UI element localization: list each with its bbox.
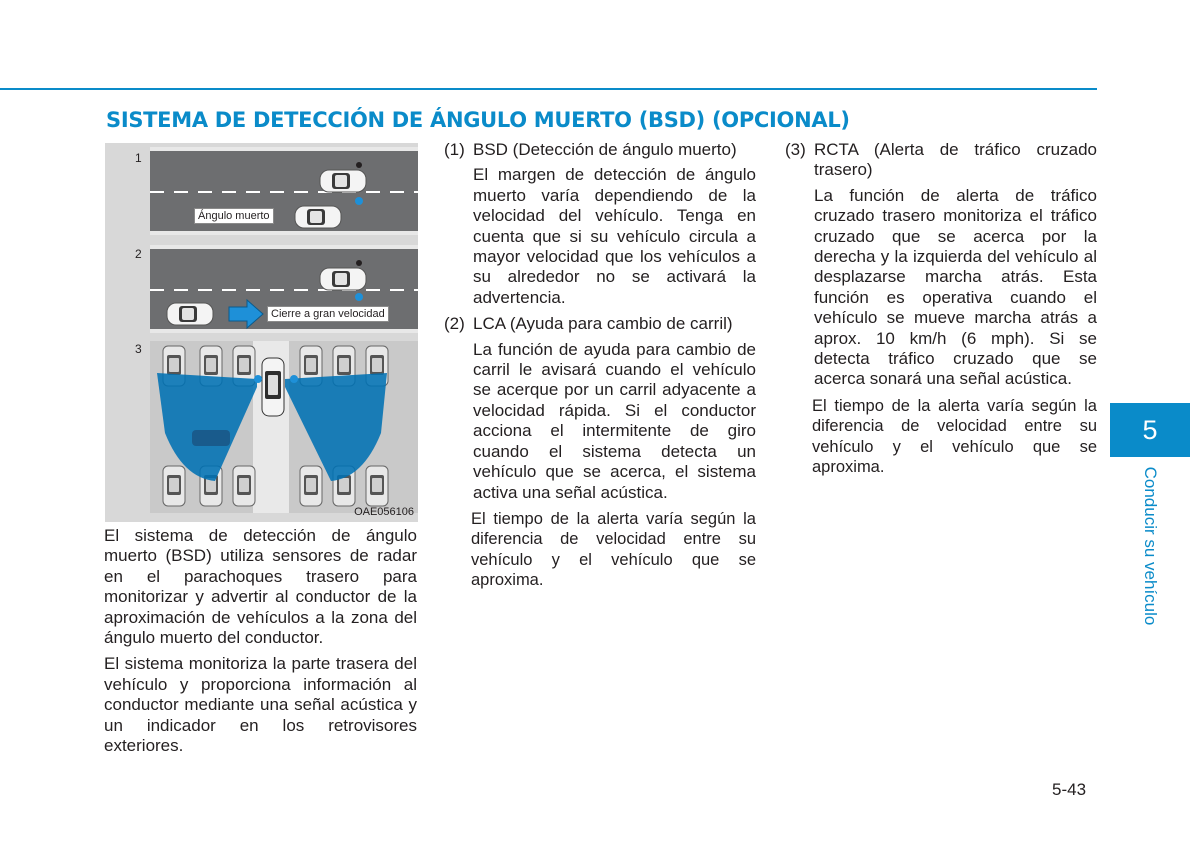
item-number: (1) — [444, 140, 465, 159]
bsd-illustration — [105, 143, 418, 522]
chapter-name: Conducir su vehículo — [1141, 466, 1160, 626]
figure-code: OAE056106 — [354, 506, 414, 518]
item-rcta-note: El tiempo de la alerta varía según la diferencia de velocidad entre su vehículo y el vehículo que se aproxima. — [812, 396, 1097, 477]
label-blind-spot: Ángulo muerto — [194, 208, 274, 224]
intro-paragraph: El sistema de detección de ángulo muerto (BSD) utiliza sensores de radar en el parachoques trasero para monitorizar y advertir al conductor de la aproximación de vehículos a la zona del ángulo muerto del conductor. — [104, 526, 417, 648]
item-title: RCTA (Alerta de tráfico cruzado trasero) — [814, 140, 1097, 180]
panel-number-3: 3 — [135, 342, 142, 356]
item-lca-body: La función de ayuda para cambio de carril le avisará cuando el vehículo se acerque por un carril adyacente a velocidad rápida. Si el conductor acciona el intermitente de giro cuando el sistema detecta un vehículo que se acerca, el sistema activa una señal acústica. — [473, 339, 756, 502]
right-column — [785, 140, 1097, 484]
middle-column — [444, 140, 756, 597]
monitoring-paragraph: El sistema monitoriza la parte trasera del vehículo y proporciona información al conductor mediante una señal acústica y un indicador en los retrovisores exteriores. — [104, 654, 417, 756]
car-blind-spot — [295, 206, 341, 228]
page-title: SISTEMA DE DETECCIÓN DE ÁNGULO MUERTO (BSD) (OPCIONAL) — [106, 108, 850, 132]
item-title: BSD (Detección de ángulo muerto) — [473, 140, 737, 159]
item-bsd-body: El margen de detección de ángulo muerto varía dependiendo de la velocidad del vehículo. Tenga en cuenta que si su vehículo circula a mayor velocidad que los vehículos a su alrededor no se activará la advertencia. — [473, 165, 756, 307]
item-number: (2) — [444, 314, 465, 334]
item-title: LCA (Ayuda para cambio de carril) — [473, 314, 733, 334]
left-column — [104, 526, 417, 762]
panel-number-2: 2 — [135, 247, 142, 261]
item-bsd-heading — [444, 140, 756, 160]
item-rcta-body: La función de alerta de tráfico cruzado trasero monitoriza el tráfico cruzado que se acerca por la derecha y la izquierda del vehículo al desplazarse marcha atrás. Esta función es operativa cuando el vehículo se mueve marcha atrás a aprox. 10 km/h (6 mph). Si se detecta tráfico cruzado que se acerca sonará una señal acústica. — [814, 185, 1097, 389]
top-rule — [0, 88, 1097, 90]
item-number: (3) — [785, 140, 806, 159]
label-fast-approach: Cierre a gran velocidad — [267, 306, 389, 322]
bsd-diagram — [105, 143, 418, 522]
item-lca-heading — [444, 314, 756, 334]
car-own-2 — [320, 268, 366, 290]
chapter-tab: 5 — [1110, 403, 1190, 457]
item-lca-note: El tiempo de la alerta varía según la diferencia de velocidad entre su vehículo y el vehículo que se aproxima. — [471, 509, 756, 590]
item-rcta-heading — [785, 140, 1097, 181]
panel-number-1: 1 — [135, 151, 142, 165]
car-fast-approach — [167, 303, 213, 325]
page-number: 5-43 — [1052, 780, 1087, 799]
car-own-1 — [320, 170, 366, 192]
